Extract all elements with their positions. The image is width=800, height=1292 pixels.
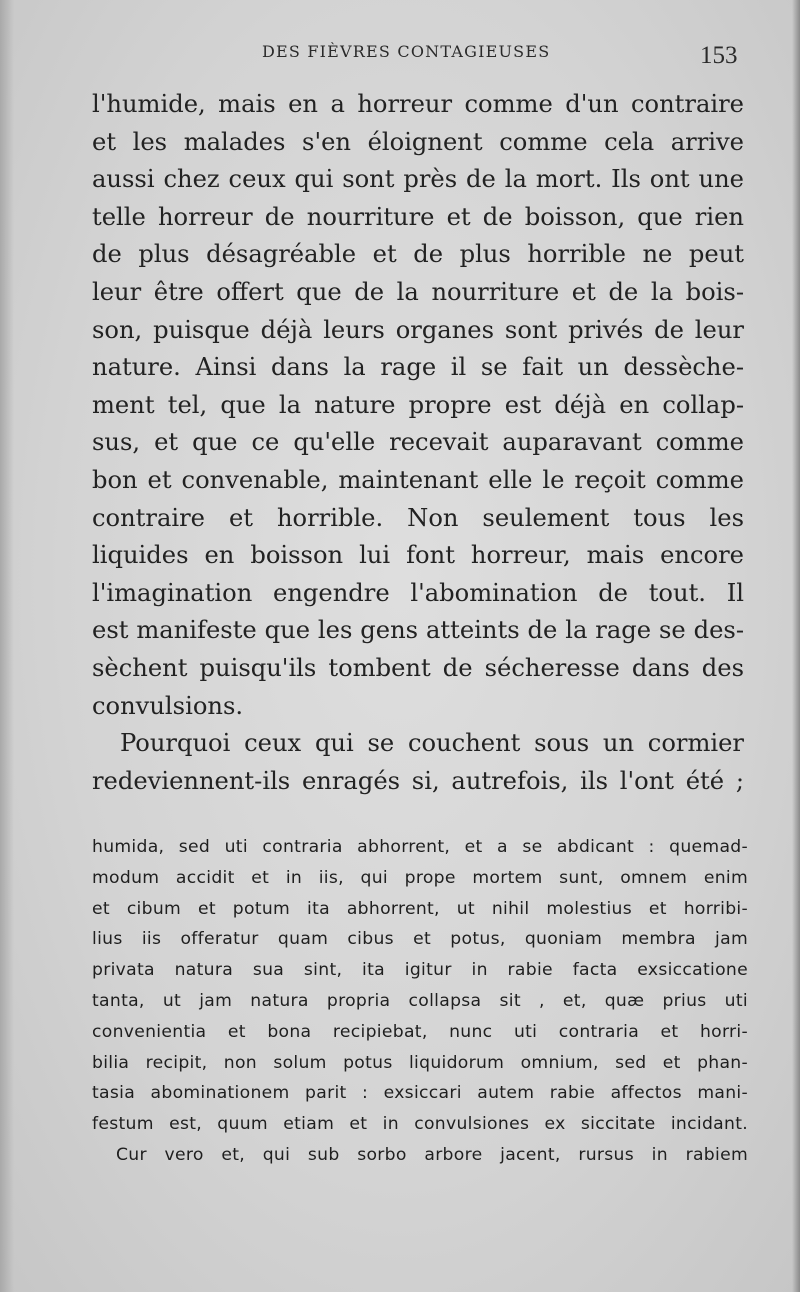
- text-line: l'humide, mais en a horreur comme d'un contraire: [92, 90, 744, 118]
- text-line: son, puisque déjà leurs organes sont privés de leur: [92, 315, 744, 344]
- running-head: DES FIÈVRES CONTAGIEUSES: [262, 42, 551, 61]
- text-line: liquides en boisson lui font horreur, mais encore: [92, 541, 744, 570]
- text-line: festum est, quum etiam et in convulsiones ex siccitate incidant.: [92, 1114, 748, 1135]
- text-line: Pourquoi ceux qui se couchent sous un cormier: [120, 729, 744, 758]
- text-line: aussi chez ceux qui sont près de la mort. Ils ont une: [92, 165, 744, 194]
- text-line: convulsions.: [92, 691, 244, 720]
- text-line: l'imagination engendre l'abomination de tout. Il: [92, 578, 744, 607]
- text-line: est manifeste que les gens atteints de la rage se des-: [92, 616, 744, 645]
- text-line: de plus désagréable et de plus horrible ne peut: [92, 240, 744, 269]
- text-line: contraire et horrible. Non seulement tous les: [92, 503, 744, 532]
- text-line: tasia abominationem parit : exsiccari autem rabie affectos mani-: [92, 1083, 748, 1104]
- spine-shadow: [0, 0, 14, 1292]
- text-line: et les malades s'en éloignent comme cela arrive: [92, 127, 744, 156]
- page-edge-shadow: [792, 0, 800, 1292]
- text-line: telle horreur de nourriture et de boisson, que rien: [92, 202, 744, 231]
- text-line: lius iis offeratur quam cibus et potus, quoniam membra jam: [92, 929, 748, 950]
- text-line: redeviennent-ils enragés si, autrefois, ils l'ont été ;: [92, 766, 744, 795]
- text-line: modum accidit et in iis, qui prope mortem sunt, omnem enim: [92, 867, 748, 888]
- text-line: leur être offert que de la nourriture et de la bois-: [92, 277, 744, 306]
- text-line: convenientia et bona recipiebat, nunc uti contraria et horri-: [92, 1021, 748, 1042]
- text-line: ment tel, que la nature propre est déjà en collap-: [92, 390, 744, 419]
- text-line: Cur vero et, qui sub sorbo arbore jacent, rursus in rabiem: [116, 1144, 748, 1165]
- page-number: 153: [700, 42, 738, 69]
- text-line: bon et convenable, maintenant elle le reçoit comme: [92, 465, 744, 494]
- text-line: sus, et que ce qu'elle recevait auparavant comme: [92, 428, 744, 457]
- text-line: privata natura sua sint, ita igitur in rabie facta exsiccatione: [92, 960, 748, 981]
- text-line: tanta, ut jam natura propria collapsa sit , et, quæ prius uti: [92, 990, 748, 1011]
- text-line: humida, sed uti contraria abhorrent, et a se abdicant : quemad-: [92, 837, 748, 857]
- text-line: bilia recipit, non solum potus liquidorum omnium, sed et phan-: [92, 1052, 748, 1073]
- text-line: sèchent puisqu'ils tombent de sécheresse dans des: [92, 653, 744, 682]
- french-translation-text: [92, 86, 744, 800]
- latin-original-text: [92, 832, 748, 1171]
- text-line: et cibum et potum ita abhorrent, ut nihil molestius et horribi-: [92, 898, 748, 919]
- text-line: nature. Ainsi dans la rage il se fait un dessèche-: [92, 353, 744, 382]
